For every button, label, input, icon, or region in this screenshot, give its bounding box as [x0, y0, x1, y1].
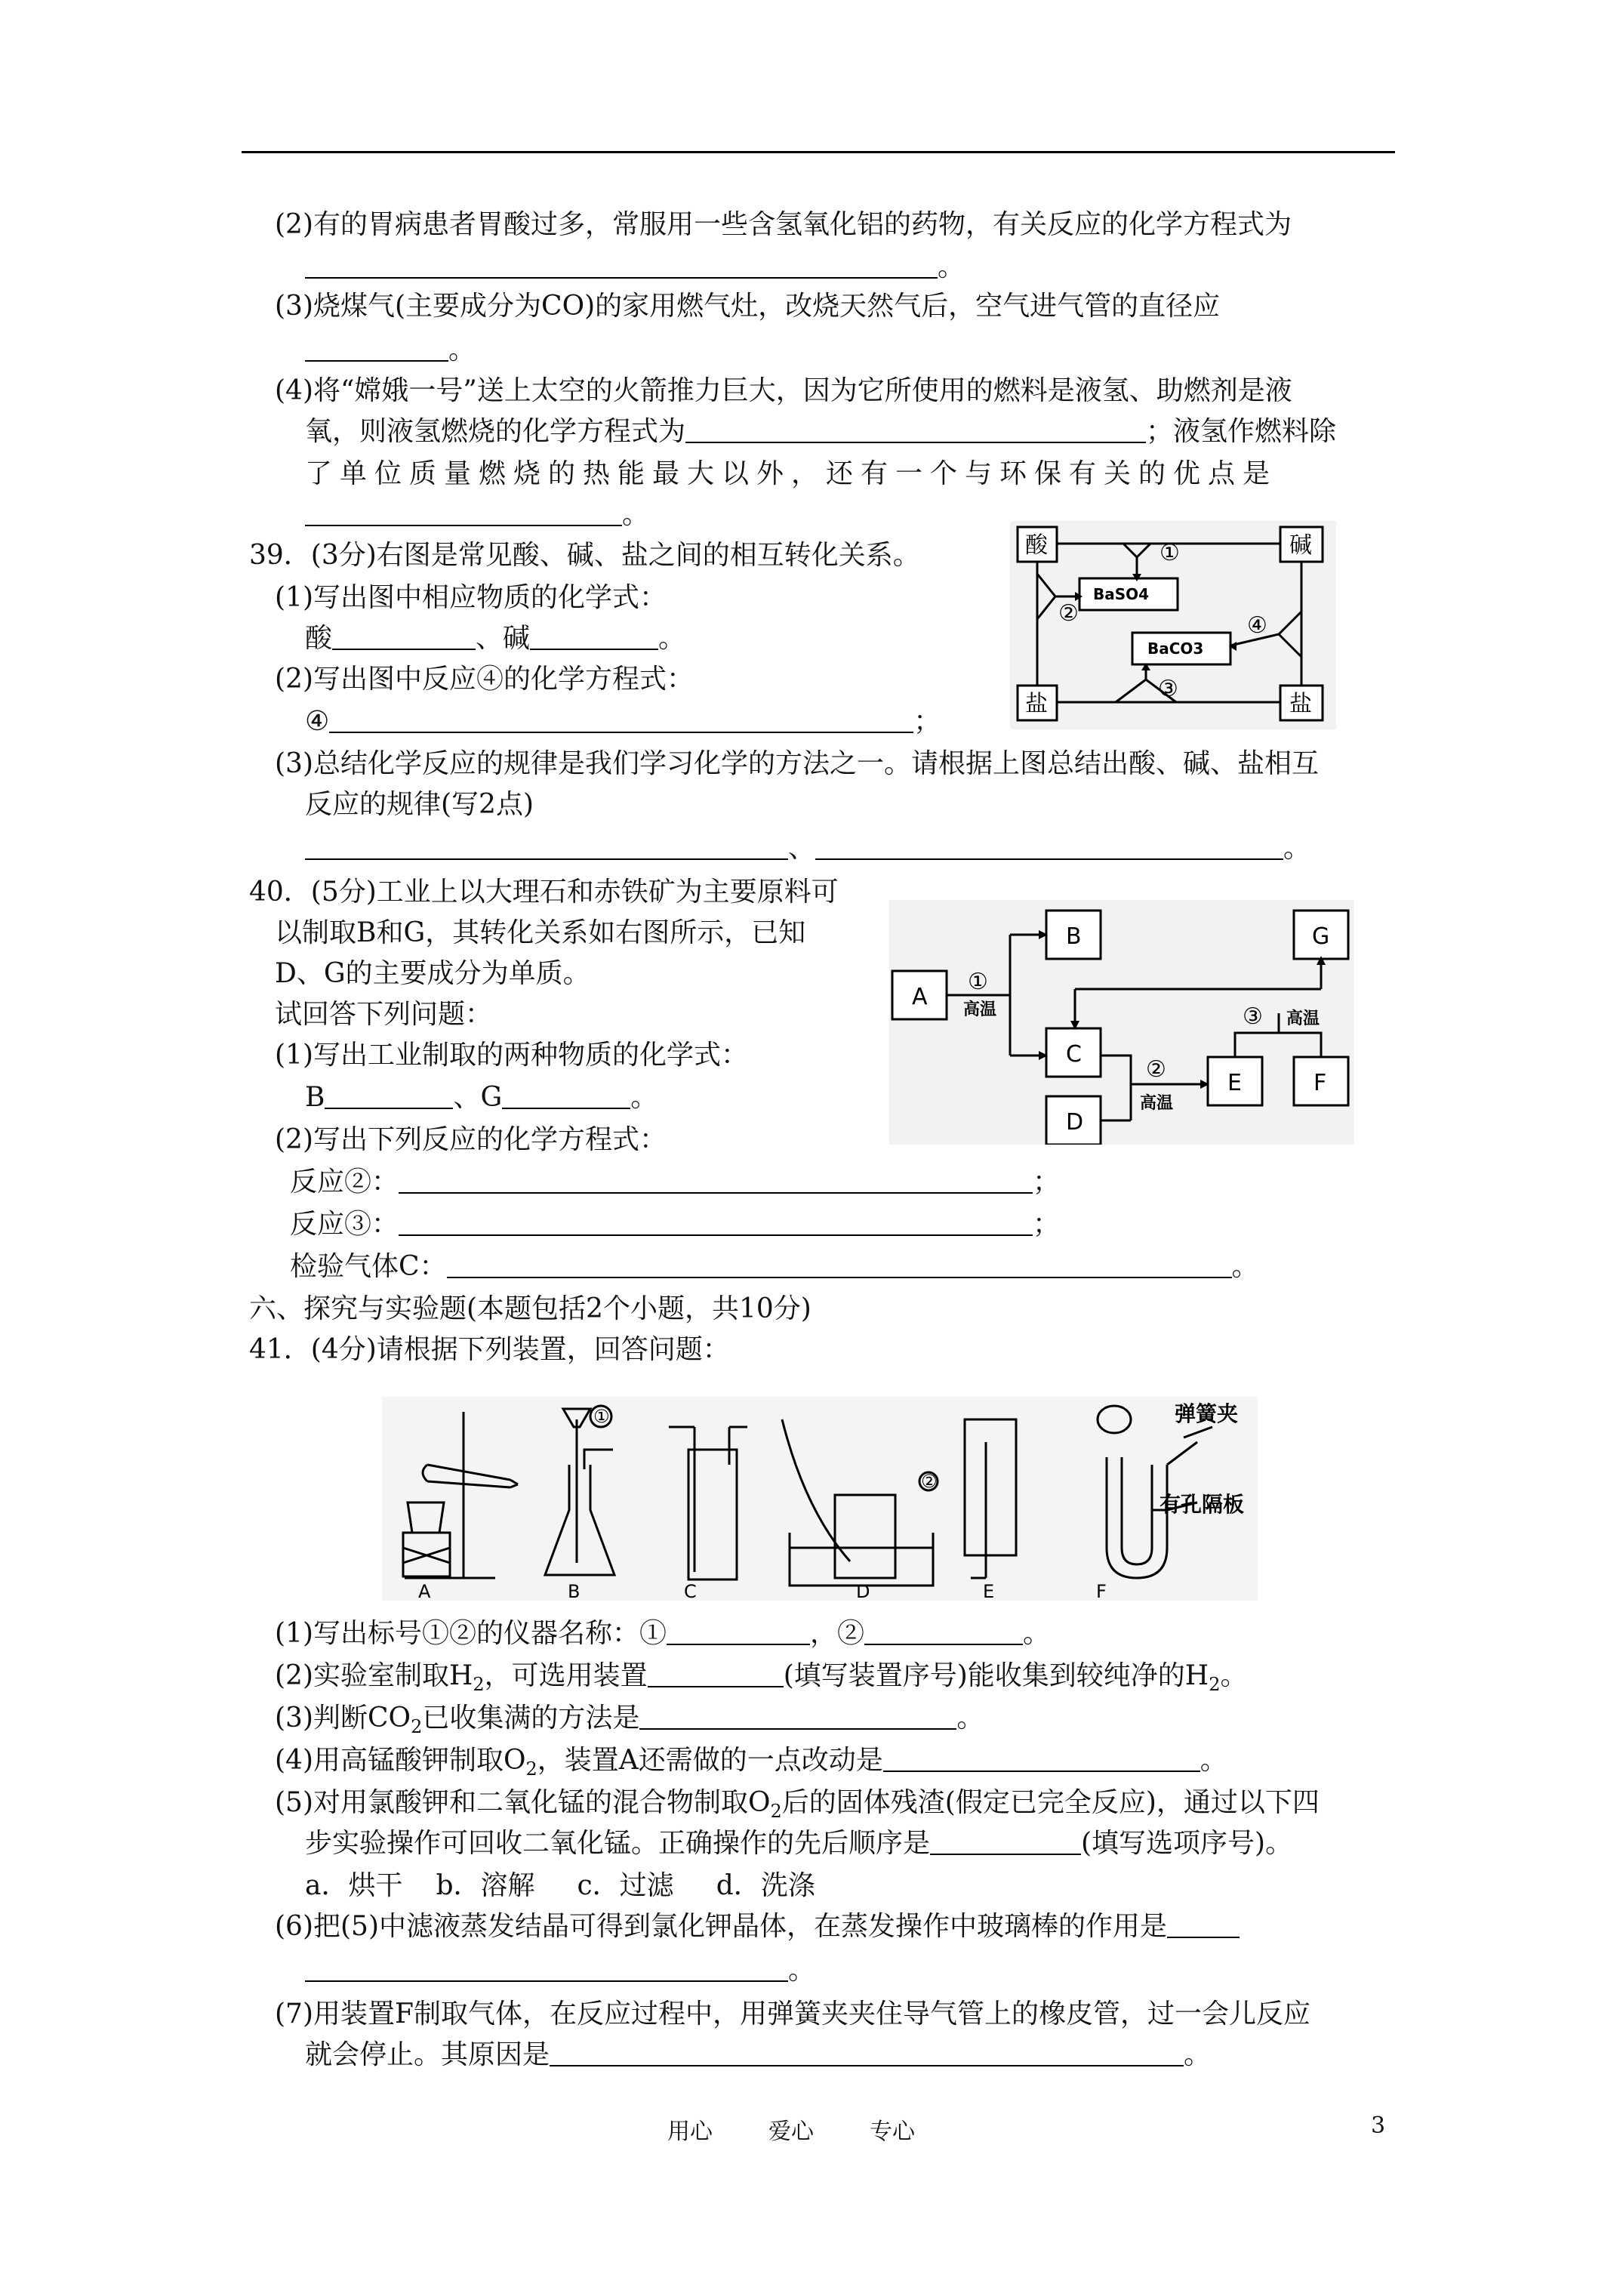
footer-motto-2: 爱心: [768, 2119, 814, 2145]
footer-motto-3: 专心: [870, 2119, 915, 2145]
acid-base-salt-diagram: [1010, 521, 1336, 729]
q41-part2: (2)实验室制取$H_2$，可选用装置 (填写装置序号)能收集到较纯净的$H_2$。: [275, 1660, 1248, 1695]
answer-blank[interactable]: [305, 251, 938, 279]
instrument1-blank[interactable]: [667, 1618, 810, 1645]
q39-part3-line1: (3)总结化学反应的规律是我们学习化学的方法之一。请根据上图总结出酸、碱、盐相互: [275, 748, 1319, 779]
q41-title: 41．(4分)请根据下列装置，回答问题：: [249, 1334, 730, 1365]
fig-label-f: F: [1096, 1581, 1107, 1601]
diag-salt2-label: 盐: [1289, 691, 1312, 717]
fig-label-a: A: [418, 1581, 431, 1601]
q40-line4: 试回答下列问题：: [275, 999, 493, 1030]
q41-part6: (6)把(5)中滤液蒸发结晶可得到氯化钾晶体，在蒸发操作中玻璃棒的作用是: [275, 1910, 1240, 1943]
diag-n3: ③: [1158, 676, 1178, 702]
glass-rod-blank[interactable]: [1167, 1911, 1240, 1938]
diag-box-g: G: [1312, 923, 1330, 950]
q40-line3: D、G的主要成分为单质。: [275, 958, 590, 989]
co2-full-blank[interactable]: [639, 1703, 956, 1730]
answer-blank[interactable]: [305, 1955, 788, 1982]
q38-part3: (3)烧煤气(主要成分为CO)的家用燃气灶，改烧天然气后，空气进气管的直径应: [275, 291, 1221, 322]
fig-label-d: D: [856, 1581, 870, 1601]
q38-part4-answer: 。: [305, 498, 649, 532]
q40-part1: (1)写出工业制取的两种物质的化学式：: [275, 1040, 748, 1071]
answer-blank[interactable]: [329, 706, 913, 733]
option-c: c．过滤: [577, 1870, 674, 1901]
q41-part5-options: [305, 1869, 815, 1903]
diag-hot-2: 高温: [1140, 1094, 1174, 1113]
diag-box-c: C: [1066, 1041, 1082, 1068]
fig-label-b: B: [568, 1581, 581, 1601]
diag-salt1-label: 盐: [1025, 691, 1048, 717]
q38-part4-line3: 了单位质量燃烧的热能最大以外，还有一个与环保有关的优点是: [305, 458, 1278, 489]
q40-reaction2: 反应②： ；: [290, 1166, 1061, 1197]
diag-box-f: F: [1313, 1070, 1327, 1096]
diag-box-b: B: [1066, 923, 1082, 950]
rule-blank-1[interactable]: [305, 833, 788, 860]
diag-box-a: A: [912, 984, 928, 1010]
transformation-diagram: [889, 900, 1354, 1145]
q41-part3: (3)判断$CO_2$已收集满的方法是 。: [275, 1703, 984, 1737]
diag-n4: ④: [1247, 612, 1267, 639]
diag-n1: ①: [1160, 540, 1180, 566]
device-blank[interactable]: [648, 1660, 784, 1687]
q39-title: 39．(3分)右图是常见酸、碱、盐之间的相互转化关系。: [249, 540, 920, 571]
option-b: b．溶解: [436, 1870, 535, 1901]
q41-part6-answer: 。: [305, 1954, 815, 1987]
diag-hot-3: 高温: [1286, 1009, 1320, 1028]
diag-hot-1: 高温: [963, 1000, 997, 1019]
base-blank[interactable]: [530, 623, 658, 650]
diag-n1: ①: [968, 969, 988, 995]
q40-line1: 40．(5分)工业上以大理石和赤铁矿为主要原料可: [249, 877, 839, 908]
check-gas-blank[interactable]: [447, 1251, 1232, 1278]
q41-part1: (1)写出标号①②的仪器名称：① ，② 。: [275, 1618, 1051, 1649]
diag-n3: ③: [1243, 1003, 1263, 1030]
q41-part5-line1: (5)对用氯酸钾和二氧化锰的混合物制取$O_2$后的固体残渣(假定已完全反应)，通过以下四: [275, 1787, 1320, 1822]
diag-baco3: BaCO3: [1147, 639, 1204, 658]
answer-blank[interactable]: [685, 416, 1146, 443]
option-a: a．烘干: [305, 1870, 403, 1901]
q39-part3-line2: 反应的规律(写2点): [305, 789, 534, 820]
footer-motto-1: 用心: [667, 2119, 713, 2145]
order-blank[interactable]: [930, 1828, 1081, 1855]
fig-clip-label: 弹簧夹: [1175, 1401, 1239, 1426]
b-blank[interactable]: [325, 1082, 453, 1109]
reason-blank[interactable]: [550, 2039, 1184, 2066]
q40-check-gas: 检验气体C： 。: [290, 1251, 1259, 1282]
q41-part4: (4)用高锰酸钾制取$O_2$，装置A还需做的一点改动是 。: [275, 1745, 1227, 1780]
rule-blank-2[interactable]: [815, 833, 1283, 860]
diag-acid-label: 酸: [1025, 532, 1048, 559]
option-d: d．洗涤: [716, 1870, 815, 1901]
q40-reaction3: 反应③： ；: [290, 1209, 1061, 1240]
fig-label-e: E: [983, 1581, 995, 1601]
fig-marker-1: ①: [593, 1406, 610, 1427]
q41-part7-line2: 就会停止。其原因是 。: [305, 2039, 1212, 2070]
diag-n2: ②: [1058, 600, 1079, 627]
q40-part1-answer: B 、G 。: [305, 1082, 658, 1113]
answer-blank[interactable]: [305, 334, 448, 362]
q41-part7-line1: (7)用装置F制取气体，在反应过程中，用弹簧夹夹住导气管上的橡皮管，过一会儿反应: [275, 1999, 1310, 2029]
fig-marker-2: ②: [921, 1471, 938, 1492]
q38-part4-line2: 氧，则液氢燃烧的化学方程式为 ；液氢作燃料除: [305, 416, 1337, 447]
q40-part2: (2)写出下列反应的化学方程式：: [275, 1124, 667, 1155]
header-rule: [242, 151, 1395, 153]
q39-part3-answer: 、 。: [305, 832, 1310, 865]
g-blank[interactable]: [502, 1082, 630, 1109]
q40-line2: 以制取B和G，其转化关系如右图所示，已知: [275, 917, 806, 948]
apparatus-figure: [382, 1397, 1258, 1601]
instrument2-blank[interactable]: [864, 1618, 1023, 1645]
diag-baso4: BaSO4: [1093, 585, 1150, 603]
section6-heading: 六、探究与实验题(本题包括2个小题，共10分): [249, 1293, 812, 1324]
acid-blank[interactable]: [332, 623, 476, 650]
reaction3-blank[interactable]: [399, 1209, 1033, 1236]
modification-blank[interactable]: [883, 1745, 1200, 1772]
fig-label-c: C: [684, 1581, 697, 1601]
q39-part2: (2)写出图中反应④的化学方程式：: [275, 664, 694, 695]
answer-blank[interactable]: [305, 499, 622, 526]
diag-n2: ②: [1146, 1056, 1166, 1083]
reaction2-blank[interactable]: [399, 1166, 1033, 1194]
diag-box-d: D: [1066, 1109, 1084, 1136]
fig-plate-label: 有孔隔板: [1160, 1492, 1245, 1517]
q39-part2-answer: ④ ；: [305, 706, 941, 737]
q39-part1-answer: 酸 、碱 。: [305, 623, 686, 654]
q38-part4-line1: (4)将“嫦娥一号”送上太空的火箭推力巨大，因为它所使用的燃料是液氢、助燃剂是液: [275, 375, 1292, 406]
q38-part2-answer: 。: [305, 251, 965, 284]
q38-part3-answer: 。: [305, 334, 476, 367]
q38-part2: (2)有的胃病患者胃酸过多，常服用一些含氢氧化铝的药物，有关反应的化学方程式为: [275, 209, 1292, 240]
diag-base-label: 碱: [1289, 532, 1312, 559]
q41-part5-line2: 步实验操作可回收二氧化锰。正确操作的先后顺序是 (填写选项序号)。: [305, 1828, 1293, 1859]
diag-box-e: E: [1227, 1070, 1242, 1096]
page-number: 3: [1371, 2113, 1386, 2139]
q39-part1: (1)写出图中相应物质的化学式：: [275, 582, 667, 613]
